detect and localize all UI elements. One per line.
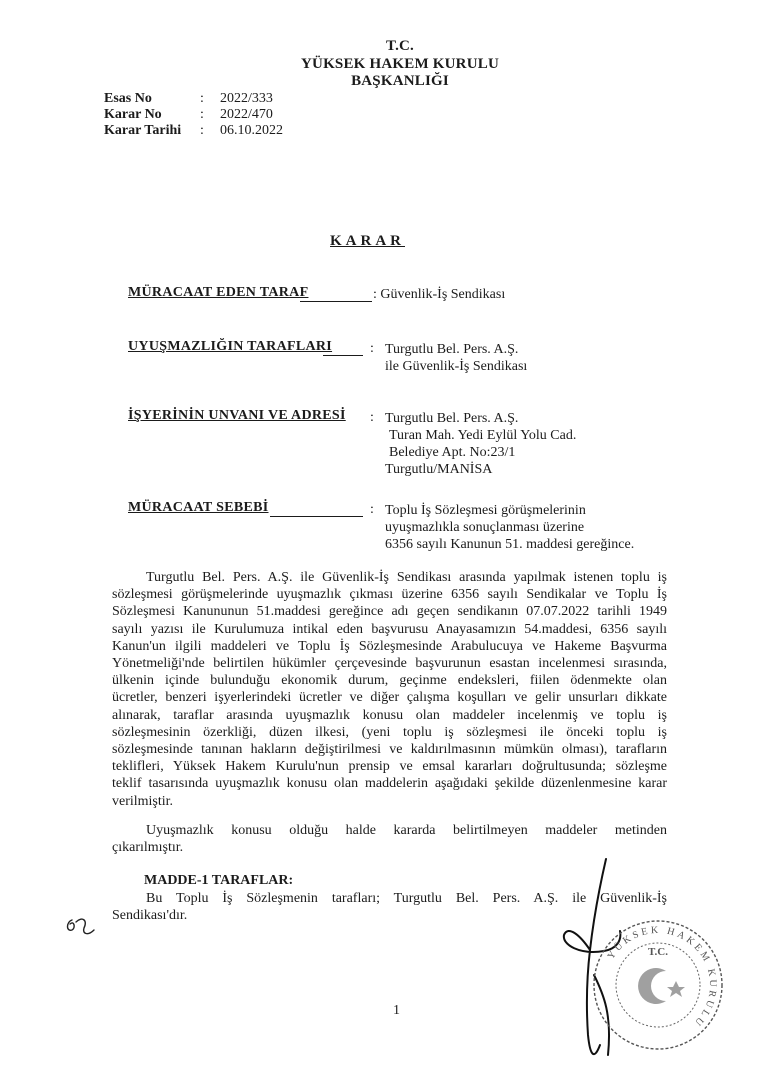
paragraph-line: ücretler, benzeri işyerlerindeki ücretler ve diğer çalışma koşulları ve gelir unsurları dikkate <box>112 690 667 706</box>
stamp-top-text: T.C. <box>648 946 668 958</box>
document-title: KARAR <box>330 233 405 249</box>
paragraph-line: Sözleşmesi Kanununun 51.maddesi gereğince adı geçen sendikanın 07.07.2022 tarihli 1949 <box>112 604 667 620</box>
decision-paragraph <box>112 569 667 810</box>
esas-no-label: Esas No <box>104 91 152 106</box>
sebep-line: 6356 sayılı Kanunun 51. maddesi gereğince. <box>385 537 635 552</box>
karar-tarihi-value: 06.10.2022 <box>220 123 283 138</box>
header-institution: YÜKSEK HAKEM KURULU <box>301 56 499 72</box>
sebep-line: uyuşmazlıkla sonuçlanması üzerine <box>385 520 585 535</box>
karar-tarihi-colon: : <box>200 123 204 138</box>
karar-no-label: Karar No <box>104 107 162 122</box>
karar-no-value: 2022/470 <box>220 107 273 122</box>
article-1-title: MADDE-1 TARAFLAR: <box>144 873 294 888</box>
paragraph-line: çıkarılmıştır. <box>112 840 184 856</box>
page-number: 1 <box>393 1003 400 1018</box>
label-underline <box>300 301 372 302</box>
paragraph-line: sözleşmesinde tanınan hakların değiştirilmesi ve kaldırılmasının mümkün olması), tarafların <box>112 742 667 758</box>
paragraph-line: Kanun'un ilgili maddeleri ve Toplu İş Sözleşmesinde Arabulucuya ve Hakeme Başvurma <box>112 638 667 654</box>
paragraph-line: Sendikası'dır. <box>112 908 188 924</box>
isyeri-line: Turan Mah. Yedi Eylül Yolu Cad. <box>389 428 577 443</box>
muracaat-eden-value: : Güvenlik-İş Sendikası <box>373 287 506 302</box>
paragraph-line: teklifleri, Yüksek Hakem Kurulu'nun prensip ve emsal kararları doğrultusunda; sözleşme <box>112 759 667 775</box>
muracaat-sebebi-label: MÜRACAAT SEBEBİ <box>128 500 269 515</box>
paragraph-line: Bu Toplu İş Sözleşmenin tarafları; Turgutlu Bel. Pers. A.Ş. ile Güvenlik-İş <box>146 891 667 906</box>
margin-initial-mark <box>62 912 102 946</box>
paragraph-line: verilmiştir. <box>112 793 174 809</box>
isyeri-line: Belediye Apt. No:23/1 <box>389 445 516 460</box>
isyeri-line: Turgutlu/MANİSA <box>385 462 493 477</box>
isyeri-value <box>385 410 576 478</box>
uyusmazlik-value <box>385 341 527 375</box>
star-icon <box>667 981 685 997</box>
esas-no-value: 2022/333 <box>220 91 273 106</box>
sebep-value <box>385 502 634 553</box>
stamp-ring-text: YÜKSEK HAKEM KURULU <box>605 924 719 1030</box>
paragraph-line: Yönetmeliği'nde belirtilen hükümler çerçevesinde başvurunun esastan incelenmesi sırasında, <box>112 656 667 672</box>
isyeri-unvan-adres-label: İŞYERİNİN UNVANI VE ADRESİ <box>128 408 346 423</box>
svg-text:YÜKSEK HAKEM KURULU <box>606 925 718 1030</box>
paragraph-line: alınarak, taraflar arasında uyuşmazlık konusu olan maddeler incelenmiş ve toplu iş <box>112 707 667 723</box>
header-presidency: BAŞKANLIĞI <box>351 73 449 89</box>
uyusmazlik-line: ile Güvenlik-İş Sendikası <box>385 359 528 374</box>
paragraph-line: teklif tasarısında uyuşmazlık konusu olan maddelerin aşağıdaki şekilde düzenlenmesine karar <box>112 776 667 792</box>
karar-no-colon: : <box>200 107 204 122</box>
isyeri-colon: : <box>370 410 374 425</box>
uyusmazlik-colon: : <box>370 341 374 356</box>
paragraph-line: sayılı yazısı ile Kurulumuza intikal eden başvurusu Anayasamızın 54.maddesi, 6356 sayılı <box>112 621 667 637</box>
isyeri-line: Turgutlu Bel. Pers. A.Ş. <box>385 411 519 426</box>
sebep-line: Toplu İş Sözleşmesi görüşmelerinin <box>385 503 586 518</box>
paragraph-line: Uyuşmazlık konusu olduğu halde kararda belirtilmeyen maddeler metinden <box>146 823 667 838</box>
paragraph-line: sözleşmesi görüşmelerinde uyuşmazlık çıkması üzerine 6356 sayılı Sendikalar ve Toplu İş <box>112 587 667 603</box>
esas-no-colon: : <box>200 91 204 106</box>
label-underline <box>323 355 363 356</box>
official-stamp <box>588 915 728 1055</box>
uyusmazlik-taraflari-label: UYUŞMAZLIĞIN TARAFLARI <box>128 339 333 354</box>
paragraph-line: ülkenin içinde bulunduğu ekonomik durum, geçinme endeksleri, fiilen ödenmekte olan <box>112 673 667 689</box>
muracaat-eden-label: MÜRACAAT EDEN TARAF <box>128 285 309 300</box>
omitted-articles-paragraph <box>112 822 667 856</box>
paragraph-line: sözleşmesinin özerkliği, düzen ilkesi, (yeni toplu iş sözleşmesi ile önceki toplu iş <box>112 724 667 740</box>
sebep-colon: : <box>370 502 374 517</box>
header-tc: T.C. <box>385 38 415 54</box>
label-underline <box>270 516 363 517</box>
crescent-icon <box>638 968 666 1004</box>
paragraph-line: Turgutlu Bel. Pers. A.Ş. ile Güvenlik-İş Sendikası arasında yapılmak istenen toplu iş <box>146 570 667 585</box>
uyusmazlik-line: Turgutlu Bel. Pers. A.Ş. <box>385 342 519 357</box>
karar-tarihi-label: Karar Tarihi <box>104 123 182 138</box>
